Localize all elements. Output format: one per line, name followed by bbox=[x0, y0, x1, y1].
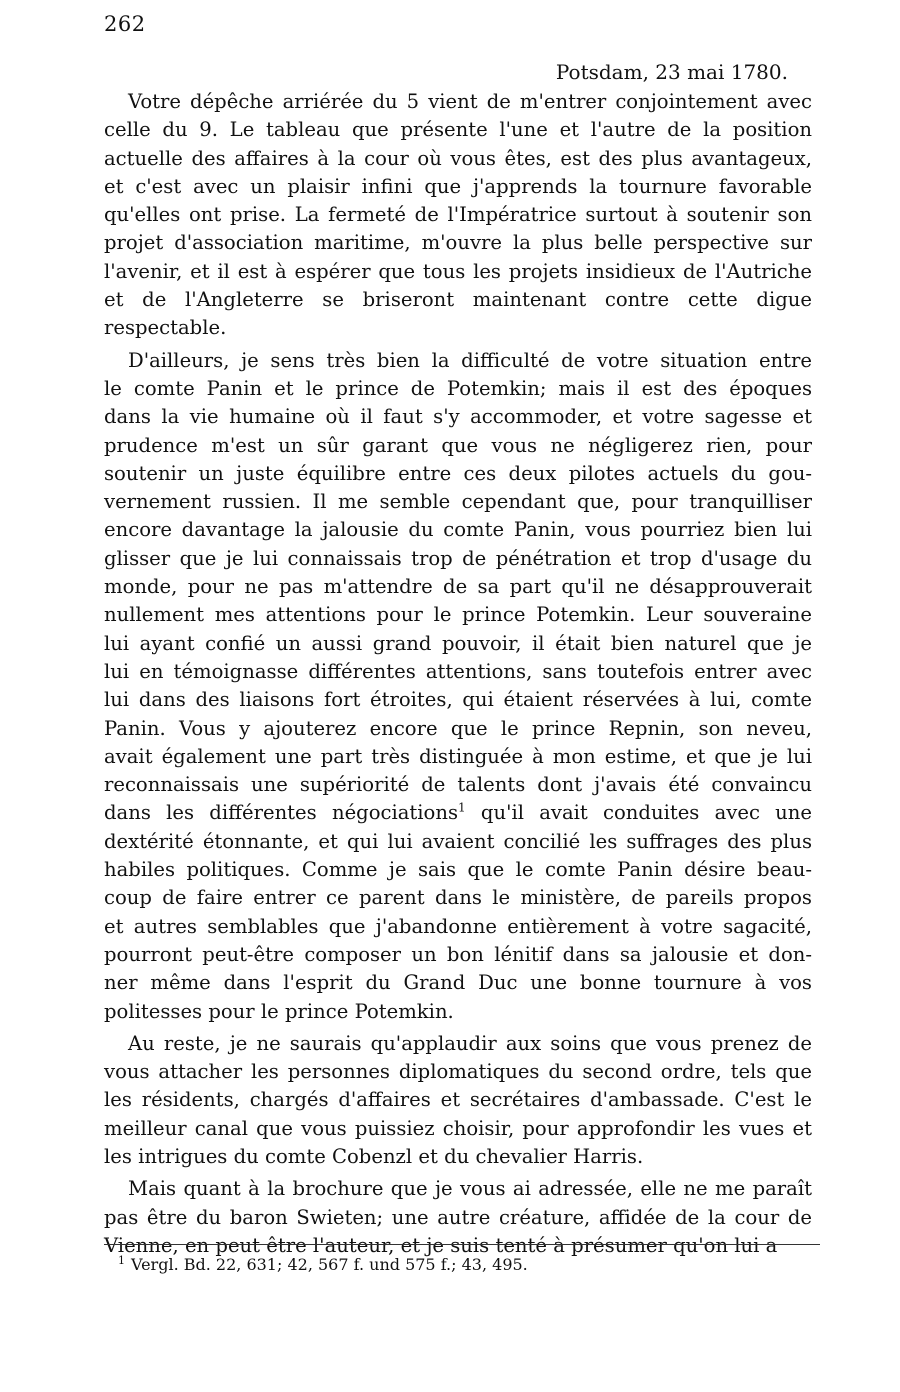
text-line bbox=[104, 229, 812, 257]
letter-dateline: Potsdam, 23 mai 1780. bbox=[555, 60, 788, 84]
line-text: Votre dépêche arriérée du 5 vient de m'entrer conjointement avec bbox=[128, 90, 812, 113]
text-line bbox=[104, 116, 812, 144]
text-line bbox=[104, 771, 812, 799]
line-text: meilleur canal que vous puissiez choisir, pour approfondir les vues et bbox=[104, 1116, 812, 1140]
line-text: prudence m'est un sûr garant que vous ne négligerez rien, pour bbox=[104, 433, 812, 457]
line-text: avait également une part très distinguée à mon estime, et que je lui bbox=[104, 744, 812, 768]
text-line bbox=[104, 1030, 812, 1058]
text-line bbox=[104, 375, 812, 403]
text-line bbox=[104, 913, 812, 941]
footnote-number: 1 bbox=[118, 1253, 125, 1267]
text-line bbox=[104, 884, 812, 912]
text-line bbox=[104, 601, 812, 629]
line-text: les résidents, chargés d'affaires et secrétaires d'ambassade. C'est le bbox=[104, 1088, 812, 1112]
line-text: vous attacher les personnes diplomatiques du second ordre, tels que bbox=[104, 1060, 812, 1084]
footnote-text: Vergl. Bd. 22, 631; 42, 567 f. und 575 f.; 43, 495. bbox=[131, 1255, 528, 1274]
page-number: 262 bbox=[104, 12, 146, 36]
line-text: habiles politiques. Comme je sais que le comte Panin désire beau- bbox=[104, 858, 812, 882]
line-text: dans la vie humaine où il faut s'y accommoder, et votre sagesse et bbox=[104, 405, 812, 429]
line-text: reconnaissais une supériorité de talents dont j'avais été convaincu bbox=[104, 773, 812, 797]
line-text: Mais quant à la brochure que je vous ai adressée, elle ne me paraît bbox=[128, 1177, 812, 1201]
line-text: Vienne, en peut être l'auteur, et je suis tenté à présumer qu'on lui a bbox=[104, 1233, 778, 1257]
text-line bbox=[104, 258, 812, 286]
text-line bbox=[104, 686, 812, 714]
text-line bbox=[104, 545, 812, 573]
footnote-divider bbox=[104, 1244, 820, 1245]
line-text: le comte Panin et le prince de Potemkin; mais il est des époques bbox=[104, 376, 812, 400]
text-line bbox=[104, 998, 812, 1026]
line-text: actuelle des affaires à la cour où vous êtes, est des plus avantageux, bbox=[104, 146, 812, 170]
text-line bbox=[104, 941, 812, 969]
text-line bbox=[104, 403, 812, 431]
text-line bbox=[104, 516, 812, 544]
line-text: projet d'association maritime, m'ouvre la plus belle perspective sur bbox=[104, 231, 812, 255]
text-line bbox=[104, 201, 812, 229]
letter-body bbox=[104, 88, 812, 1264]
text-line bbox=[104, 88, 812, 116]
text-line bbox=[104, 1058, 812, 1086]
line-text: encore davantage la jalousie du comte Panin, vous pourriez bien lui bbox=[104, 518, 812, 542]
line-text: respectable. bbox=[104, 316, 227, 340]
text-line bbox=[104, 630, 812, 658]
line-text: nullement mes attentions pour le prince Potemkin. Leur souveraine bbox=[104, 603, 812, 627]
line-text: lui en témoignasse différentes attentions, sans toutefois entrer avec bbox=[104, 659, 812, 683]
line-text: Au reste, je ne saurais qu'applaudir aux soins que vous prenez de bbox=[128, 1031, 812, 1055]
text-line bbox=[104, 743, 812, 771]
line-text: et de l'Angleterre se briseront maintenant contre cette digue bbox=[104, 288, 812, 312]
text-line bbox=[104, 715, 812, 743]
line-text: lui ayant confié un aussi grand pouvoir, il était bien naturel que je bbox=[104, 631, 812, 655]
paragraph bbox=[104, 1030, 812, 1171]
line-text: Panin. Vous y ajouterez encore que le prince Repnin, son neveu, bbox=[104, 716, 812, 740]
text-line bbox=[104, 856, 812, 884]
text-line bbox=[104, 488, 812, 516]
line-text: soutenir un juste équilibre entre ces deux pilotes actuels du gou- bbox=[104, 461, 812, 485]
text-line bbox=[104, 460, 812, 488]
paragraph bbox=[104, 1175, 812, 1260]
text-line bbox=[104, 1143, 812, 1171]
line-text: politesses pour le prince Potemkin. bbox=[104, 999, 454, 1023]
text-line bbox=[104, 432, 812, 460]
line-text: dans les différentes négociations bbox=[104, 801, 459, 825]
text-line bbox=[104, 1086, 812, 1114]
footnote bbox=[118, 1254, 528, 1276]
text-line bbox=[104, 1175, 812, 1203]
line-text: lui dans des liaisons fort étroites, qui étaient réservées à lui, comte bbox=[104, 688, 812, 712]
line-text: qu'elles ont prise. La fermeté de l'Impératrice surtout à soutenir son bbox=[104, 203, 812, 227]
line-text: et autres semblables que j'abandonne entièrement à votre sagacité, bbox=[104, 914, 812, 938]
text-line bbox=[104, 145, 812, 173]
footnote-marker: 1 bbox=[458, 800, 466, 815]
text-line bbox=[104, 286, 812, 314]
text-line bbox=[104, 658, 812, 686]
line-text: les intrigues du comte Cobenzl et du chevalier Harris. bbox=[104, 1144, 644, 1168]
text-line bbox=[104, 347, 812, 375]
text-line bbox=[104, 173, 812, 201]
text-line bbox=[104, 799, 812, 827]
text-line bbox=[104, 573, 812, 601]
line-text: vernement russien. Il me semble cependant que, pour tranquilliser bbox=[104, 490, 812, 514]
text-line bbox=[104, 1204, 812, 1232]
line-text: glisser que je lui connaissais trop de pénétration et trop d'usage du bbox=[104, 546, 812, 570]
line-text-tail: qu'il avait conduites avec une bbox=[465, 801, 812, 825]
paragraph bbox=[104, 88, 812, 343]
line-text: pourront peut-être composer un bon lénitif dans sa jalousie et don- bbox=[104, 942, 812, 966]
line-text: coup de faire entrer ce parent dans le ministère, de pareils propos bbox=[104, 886, 812, 910]
line-text: pas être du baron Swieten; une autre créature, affidée de la cour de bbox=[104, 1205, 812, 1229]
line-text: D'ailleurs, je sens très bien la difficulté de votre situation entre bbox=[128, 348, 812, 372]
paragraph bbox=[104, 347, 812, 1026]
text-line bbox=[104, 314, 812, 342]
text-line bbox=[104, 1115, 812, 1143]
line-text: l'avenir, et il est à espérer que tous les projets insidieux de l'Autriche bbox=[104, 259, 812, 283]
line-text: et c'est avec un plaisir infini que j'apprends la tournure favorable bbox=[104, 174, 812, 198]
text-line bbox=[104, 828, 812, 856]
text-line bbox=[104, 969, 812, 997]
line-text: dextérité étonnante, et qui lui avaient concilié les suffrages des plus bbox=[104, 829, 812, 853]
line-text: ner même dans l'esprit du Grand Duc une bonne tournure à vos bbox=[104, 971, 812, 995]
line-text: celle du 9. Le tableau que présente l'une et l'autre de la position bbox=[104, 118, 812, 142]
line-text: monde, pour ne pas m'attendre de sa part qu'il ne désapprouverait bbox=[104, 575, 812, 599]
